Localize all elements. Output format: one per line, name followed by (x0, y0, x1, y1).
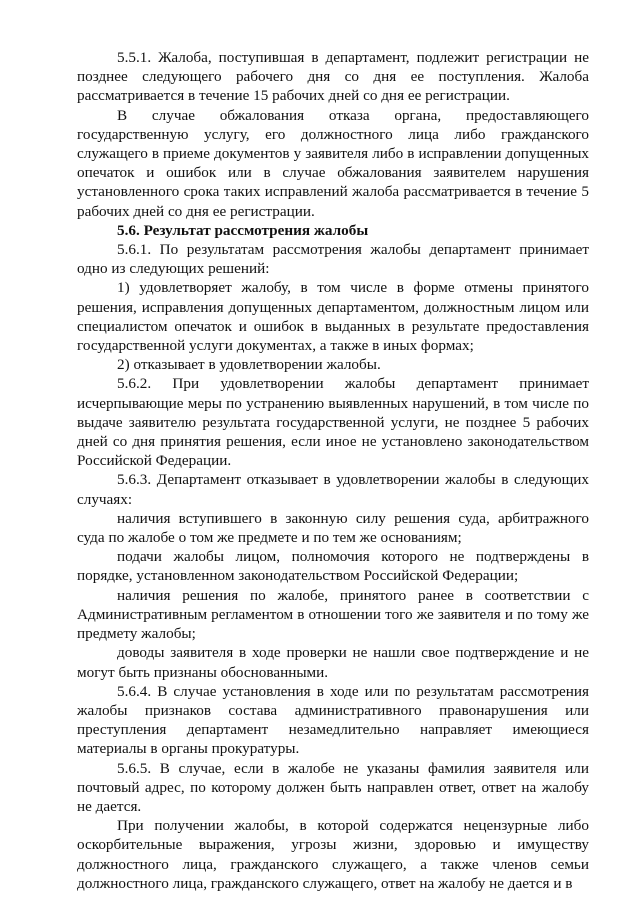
paragraph-5-5-1-appeal-refusal: В случае обжалования отказа органа, предоставляющего государственную услугу, его должностного лица либо гражданского служащего в приеме документов у заявителя либо в исправлении допущенных опечаток и ошибок или в случае обжалования заявителем нарушения установленного срока таких исправлений жалоба рассматривается в течение 5 рабочих дней со дня ее регистрации. (77, 106, 589, 220)
paragraph-5-6-5-obscene: При получении жалобы, в которой содержатся нецензурные либо оскорбительные выражения, угрозы жизни, здоровью и имуществу должностного лица, гражданского служащего, а также членов семьи должностного лица, гражданского служащего, ответ на жалобу не дается и в (77, 817, 589, 892)
paragraph-5-6-2: 5.6.2. При удовлетворении жалобы департамент принимает исчерпывающие меры по устранению выявленных нарушений, в том числе по выдаче заявителю результата государственной услуги, не позднее 5 рабочих дней со дня принятия решения, если иное не установлено законодательством Российской Федерации. (77, 375, 589, 470)
paragraph-5-5-1: 5.5.1. Жалоба, поступившая в департамент, подлежит регистрации не позднее следующего рабочего дня со дня ее поступления. Жалоба рассматривается в течение 15 рабочих дней со дня ее регистрации. (77, 49, 589, 105)
paragraph-5-6-3-case-authority: подачи жалобы лицом, полномочия которого не подтверждены в порядке, установленном законодательством Российской Федерации; (77, 548, 589, 585)
document-body (77, 48, 589, 893)
section-heading-5-6: 5.6. Результат рассмотрения жалобы (117, 221, 369, 239)
paragraph-5-6-3-case-prior-decision: наличия решения по жалобе, принятого ранее в соответствии с Административным регламентом в отношении того же заявителя и по тому же предмету жалобы; (77, 586, 589, 643)
paragraph-5-6-1-item-1: 1) удовлетворяет жалобу, в том числе в форме отмены принятого решения, исправления допущенных департаментом, должностным лицом или специалистом опечаток и ошибок в выданных в результате предоставления государственной услуги документах, а также в иных формах; (77, 279, 589, 355)
paragraph-5-6-3-case-unfounded: доводы заявителя в ходе проверки не нашли свое подтверждение и не могут быть признаны обоснованными. (77, 644, 589, 681)
paragraph-5-6-5: 5.6.5. В случае, если в жалобе не указаны фамилия заявителя или почтовый адрес, по которому должен быть направлен ответ, ответ на жалобу не дается. (77, 759, 589, 815)
paragraph-5-6-1: 5.6.1. По результатам рассмотрения жалобы департамент принимает одно из следующих решений: (77, 241, 589, 278)
paragraph-5-6-1-item-2: 2) отказывает в удовлетворении жалобы. (117, 356, 381, 374)
paragraph-5-6-3: 5.6.3. Департамент отказывает в удовлетворении жалобы в следующих случаях: (77, 471, 589, 508)
paragraph-5-6-3-case-court: наличия вступившего в законную силу решения суда, арбитражного суда по жалобе о том же предмете и по тем же основаниям; (77, 509, 589, 547)
paragraph-5-6-4: 5.6.4. В случае установления в ходе или по результатам рассмотрения жалобы признаков состава административного правонарушения или преступления департамент незамедлительно направляет имеющиеся материалы в органы прокуратуры. (77, 682, 589, 758)
